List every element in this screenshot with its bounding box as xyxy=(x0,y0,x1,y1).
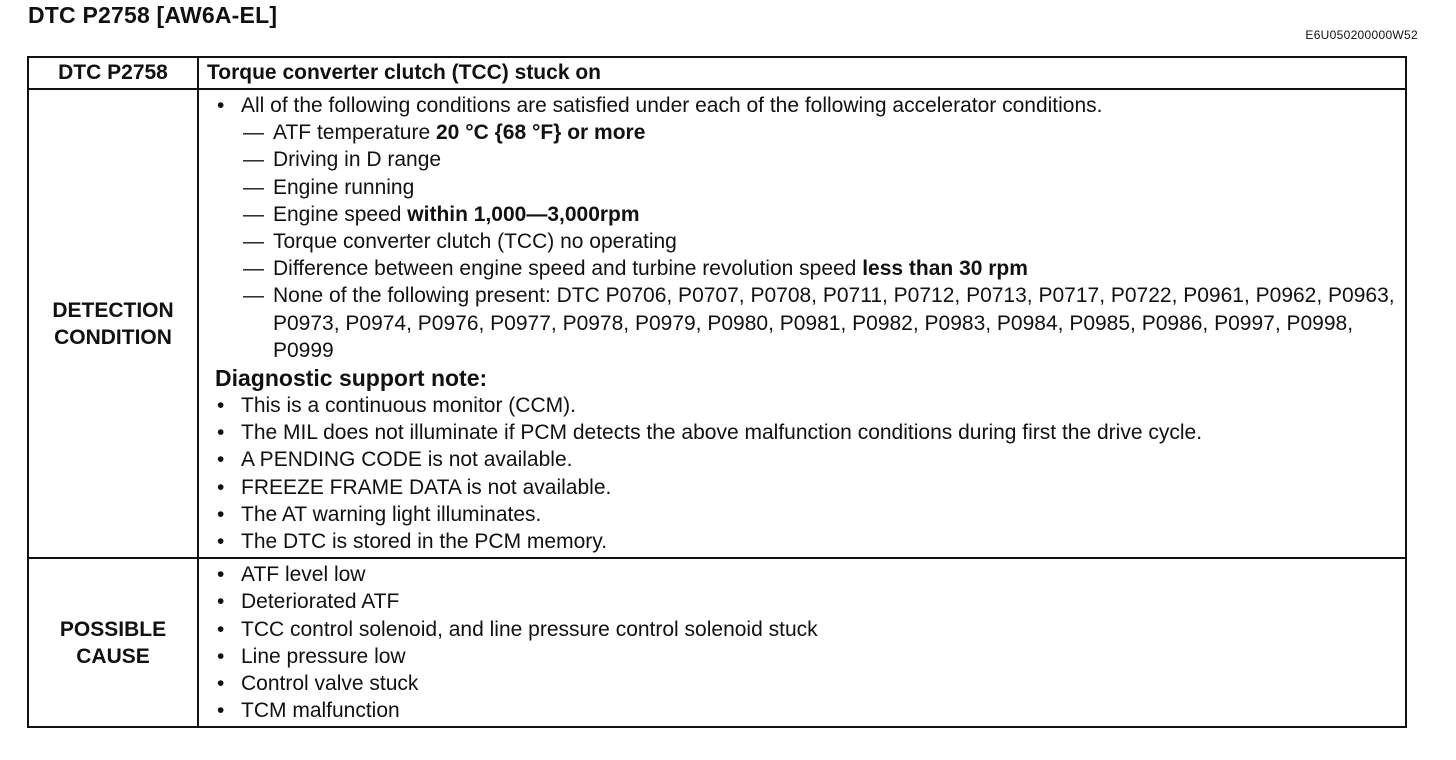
note-item: • The DTC is stored in the PCM memory. xyxy=(215,528,1397,555)
condition-text: Engine running xyxy=(273,175,415,199)
note-item: • A PENDING CODE is not available. xyxy=(215,446,1397,473)
cause-list xyxy=(215,561,1397,724)
condition-item xyxy=(241,255,1397,282)
document-code: E6U050200000W52 xyxy=(1305,28,1418,42)
condition-text: Difference between engine speed and turbine revolution speed xyxy=(273,257,863,281)
note-item: • The MIL does not illuminate if PCM detects the above malfunction conditions during first the drive cycle. xyxy=(215,419,1397,446)
condition-bold-text: less than 30 rpm xyxy=(862,257,1028,281)
condition-item xyxy=(241,174,1397,201)
condition-text: Driving in D range xyxy=(273,148,442,172)
detection-condition-content xyxy=(198,89,1406,558)
condition-item xyxy=(241,228,1397,255)
diagnostic-note-heading: Diagnostic support note: xyxy=(215,365,488,392)
condition-text: Torque converter clutch (TCC) no operating xyxy=(273,230,677,254)
page-title: DTC P2758 [AW6A-EL] xyxy=(28,2,278,28)
possible-cause-label xyxy=(28,558,198,727)
detection-intro-item xyxy=(215,92,1397,364)
cause-label-line2: CAUSE xyxy=(76,644,150,668)
detection-label-line1: DETECTION xyxy=(52,298,174,322)
cause-item: • Control valve stuck xyxy=(215,670,1397,697)
note-item: • This is a continuous monitor (CCM). xyxy=(215,392,1397,419)
cause-item: • TCM malfunction xyxy=(215,697,1397,724)
condition-bold-text: within 1,000—3,000rpm xyxy=(407,202,640,226)
table-header-row xyxy=(28,57,1406,89)
condition-text: None of the following present: DTC P0706, P0707, P0708, P0711, P0712, P0713, P0717, P0722, P0961, P0962, P0963, P0973, P0974, P0976, P0977, P0978, P0979, P0980, P0981, P0982, P0983, P0984, P0985, P0986, P0997, P0998, P0999 xyxy=(273,284,1395,362)
cause-label-line1: POSSIBLE xyxy=(59,617,167,641)
detection-list xyxy=(215,92,1397,364)
condition-list xyxy=(241,119,1397,364)
cause-item: • TCC control solenoid, and line pressure control solenoid stuck xyxy=(215,616,1397,643)
possible-cause-row xyxy=(28,558,1406,727)
note-item: • The AT warning light illuminates. xyxy=(215,501,1397,528)
cause-item: • Line pressure low xyxy=(215,643,1397,670)
condition-bold-text: 20 °C {68 °F} or more xyxy=(436,121,646,145)
dtc-code-cell: DTC P2758 xyxy=(28,57,198,89)
condition-item xyxy=(241,282,1397,364)
possible-cause-content xyxy=(198,558,1406,727)
detection-label-line2: CONDITION xyxy=(54,325,172,349)
dtc-description-cell: Torque converter clutch (TCC) stuck on xyxy=(198,57,1406,89)
diagnostic-note-list xyxy=(215,392,1397,555)
detection-condition-row xyxy=(28,89,1406,558)
note-item: • FREEZE FRAME DATA is not available. xyxy=(215,474,1397,501)
dtc-table xyxy=(27,56,1407,728)
condition-text: ATF temperature xyxy=(273,121,436,145)
detection-intro-text: All of the following conditions are satisfied under each of the following accelerator conditions. xyxy=(241,94,1103,117)
condition-item xyxy=(241,119,1397,146)
condition-item xyxy=(241,201,1397,228)
cause-item: • Deteriorated ATF xyxy=(215,588,1397,615)
condition-item xyxy=(241,146,1397,173)
condition-text: Engine speed xyxy=(273,202,408,226)
detection-condition-label xyxy=(28,89,198,558)
cause-item: • ATF level low xyxy=(215,561,1397,588)
